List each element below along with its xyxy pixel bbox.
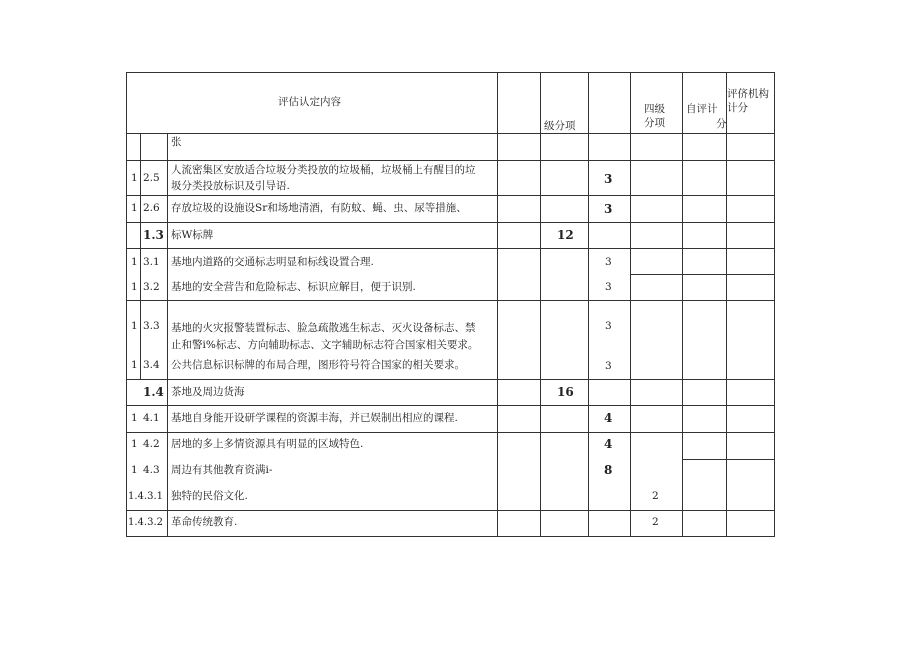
row-number: 1: [131, 172, 138, 184]
row-text: 存放垃圾的设施设Sr和场地清酒，有防蚊、蝇、虫、尿等措施、: [171, 202, 467, 214]
header-agency-line1: 评侪机构: [727, 88, 769, 100]
row-level4-score: 4: [604, 437, 613, 451]
row-level3-score: 12: [557, 228, 574, 242]
row-rule: [126, 405, 774, 406]
row-text: 标W标牌: [171, 229, 214, 241]
row-rule: [126, 133, 774, 134]
row-number: 1: [131, 320, 138, 332]
col-rule-self: [682, 72, 683, 537]
row-rule: [126, 160, 774, 161]
row-level4-score: 3: [605, 256, 612, 268]
col-rule-agency: [726, 72, 727, 537]
col-rule-text: [167, 133, 168, 537]
row-number: 1.4.3.1: [128, 491, 163, 502]
row-item-code: 4.3: [143, 464, 160, 476]
row-self-score: 2: [652, 490, 659, 502]
row-item-code: 3.3: [143, 320, 160, 332]
row-self-score: 2: [652, 516, 659, 528]
row-number: 1: [131, 256, 138, 268]
header-level-score: 级分项: [544, 120, 576, 132]
row-number: 1.4.3.2: [128, 517, 163, 528]
col-rule-level4: [588, 72, 589, 537]
row-text: 人流密集区安放适合垃圾分类投放的垃圾桶，垃圾桶上有醒目的垃: [171, 164, 476, 176]
row-text: 周边有其他教育资满i-: [171, 464, 273, 476]
row-rule: [126, 300, 774, 301]
row-number: 1: [131, 412, 138, 424]
row-level4-score: 3: [605, 360, 612, 372]
row-item-code: 3.4: [143, 359, 160, 371]
row-item-code: 2.5: [143, 172, 160, 184]
row-text: 张: [171, 136, 182, 148]
row-item-code: 4.2: [143, 438, 160, 450]
header-level4-line2: 分项: [644, 117, 665, 129]
row-text: 革命传统教育.: [171, 516, 238, 528]
row-text-line2: 止和警i%标志、方向辅助标志、文字辅助标志符合国家相关要求。: [171, 339, 479, 351]
row-text: 茶地及周边货海: [171, 386, 245, 398]
row-rule: [126, 510, 774, 511]
table-border-bottom: [126, 536, 774, 537]
col-rule-level3: [540, 72, 541, 537]
row-level4-score: 8: [604, 463, 613, 477]
row-text: 居地的多上多情资源具有明显的区域特色.: [171, 438, 364, 450]
row-rule: [126, 222, 774, 223]
row-rule: [630, 274, 774, 275]
row-text: 独特的民俗文化.: [171, 490, 248, 502]
row-number: 1: [131, 202, 138, 214]
header-self-line2: 分: [716, 118, 727, 130]
row-item-code: 1.3: [143, 228, 164, 242]
row-rule: [126, 379, 774, 380]
row-level4-score: 4: [604, 411, 613, 425]
row-rule: [126, 195, 774, 196]
row-number: 1: [131, 438, 138, 450]
col-rule-content-end: [497, 72, 498, 537]
row-item-code: 3.1: [143, 256, 160, 268]
table-border-top: [126, 72, 774, 73]
row-level3-score: 16: [557, 385, 574, 399]
row-number: 1: [131, 464, 138, 476]
header-level4-line1: 四级: [644, 103, 665, 115]
row-level4-score: 3: [605, 281, 612, 293]
row-item-code: 2.6: [143, 202, 160, 214]
row-level4-score: 3: [604, 202, 613, 216]
row-number: 1: [131, 281, 138, 293]
row-level4-score: 3: [605, 320, 612, 332]
row-rule: [682, 459, 774, 460]
col-rule-level4b: [630, 72, 631, 537]
row-rule: [126, 432, 774, 433]
header-content: 评估认定内容: [278, 96, 341, 108]
row-item-code: 1.4: [143, 385, 164, 399]
row-text: 基地内道路的交通标志明显和标线设置合理.: [171, 256, 374, 268]
col-rule-item: [140, 133, 141, 379]
row-level4-score: 3: [604, 172, 613, 186]
row-text: 基地的火灾报警装置标志、脸急疏散逃生标志、灭火设备标志、禁: [171, 322, 476, 334]
row-text: 基地的安全营告和危险标志、标识应解目，便于识别.: [171, 281, 416, 293]
header-agency-line2: 计分: [727, 102, 748, 114]
row-number: 1: [131, 359, 138, 371]
table-border-right: [774, 72, 775, 537]
row-text: 公共信息标识标牌的布局合理，图形符号符合国家的相关要求。: [171, 359, 465, 371]
header-self-line1: 自评计: [686, 103, 718, 115]
row-item-code: 4.1: [143, 412, 160, 424]
row-text-line2: 圾分类投放标识及引导语.: [171, 180, 290, 192]
row-item-code: 3.2: [143, 281, 160, 293]
table-border-left: [126, 72, 127, 537]
row-rule: [126, 248, 774, 249]
row-text: 基地自身能开设研学课程的资源丰海，并已娱制出相应的课程.: [171, 412, 458, 424]
